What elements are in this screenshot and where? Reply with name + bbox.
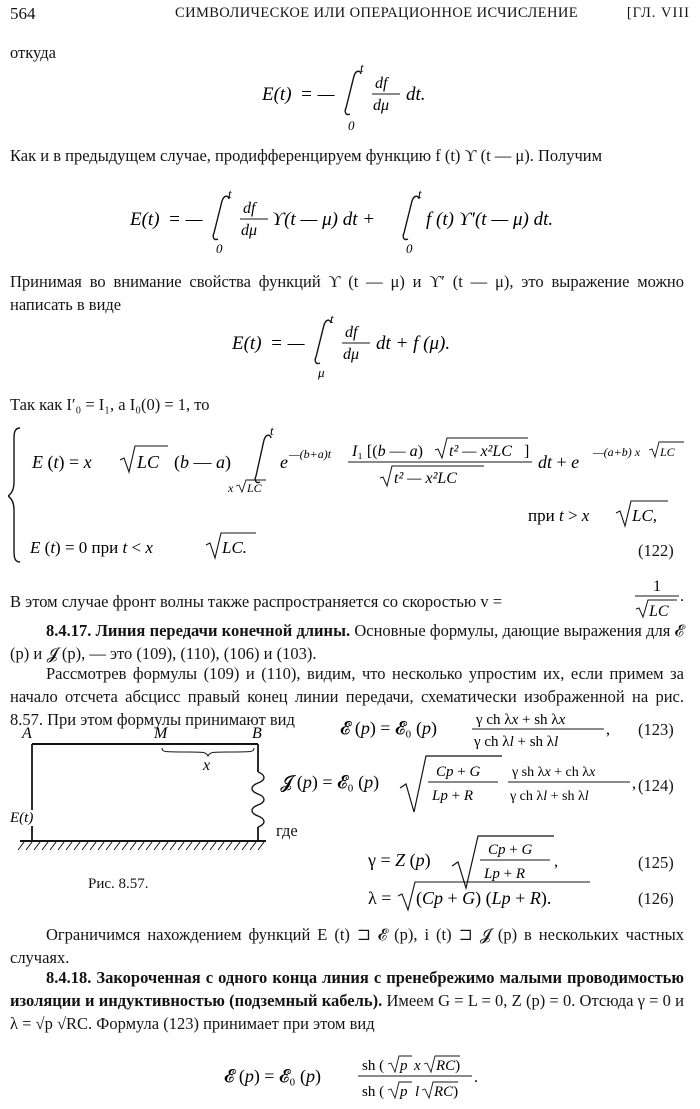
svg-text:= —: = — xyxy=(168,209,203,230)
equation-3-graphic xyxy=(232,313,482,381)
section-8-4-18-title: 8.4.18. Закороченная с одного конца линия с пренебрежимо малыми проводимостью изоляции и индуктивностью (подземный кабель). xyxy=(10,968,684,1010)
section-8-4-18 xyxy=(10,966,684,1035)
figure-8-57 xyxy=(10,722,270,857)
svg-text:sh (: sh ( xyxy=(362,1084,385,1100)
figure-label-source: E(t) xyxy=(10,810,34,826)
running-title: СИМВОЛИЧЕСКОЕ ИЛИ ОПЕРАЦИОННОЕ ИСЧИСЛЕНИЕ xyxy=(175,5,579,21)
svg-text:dμ: dμ xyxy=(343,346,360,363)
svg-text:γ ch λx + sh λx: γ ch λx + sh λx xyxy=(476,712,566,728)
svg-text:x: x xyxy=(414,1058,421,1074)
svg-text:dμ: dμ xyxy=(241,222,258,239)
svg-text:= —: = — xyxy=(300,84,335,105)
svg-text:𝓔 (p) = 𝓔₀ (p): 𝓔 (p) = 𝓔₀ (p) xyxy=(224,1066,322,1086)
equation-1 xyxy=(262,60,462,141)
equation-124 xyxy=(280,752,640,821)
velocity-fraction-graphic xyxy=(633,575,691,623)
svg-text:.: . xyxy=(680,588,684,605)
equation-122-condition-graphic xyxy=(528,499,688,531)
svg-text:LC: LC xyxy=(137,452,160,472)
paragraph-1: Как и в предыдущем случае, продифференцируем функцию f (t) ϒ (t — μ). Получим xyxy=(10,146,603,165)
svg-text:e: e xyxy=(280,452,288,472)
svg-text:t: t xyxy=(270,423,274,438)
svg-text:dt.: dt. xyxy=(406,84,426,105)
equation-number-122: (122) xyxy=(638,541,674,560)
svg-text:RC): RC) xyxy=(434,1084,459,1100)
equation-3 xyxy=(232,313,482,386)
equation-124-graphic xyxy=(280,752,640,816)
svg-text:γ = Z (p): γ = Z (p) xyxy=(368,850,431,870)
paragraph-2: Принимая во внимание свойства функций ϒ (t — μ) и ϒ′ (t — μ), это выражение можно написать в виде xyxy=(10,272,684,314)
svg-text:λ =: λ = xyxy=(368,888,392,908)
equation-number-125: (125) xyxy=(638,853,674,872)
svg-text:l: l xyxy=(415,1084,420,1100)
svg-text:t: t xyxy=(360,60,364,75)
svg-text:df: df xyxy=(375,75,388,92)
section-8-4-18-text: Имеем G = L = 0, Z (p) = 0. Отсюда γ = 0 и λ = √p √RC. Формула (123) принимает при этом вид xyxy=(10,991,684,1033)
svg-text:LC,: LC, xyxy=(632,506,658,525)
svg-text:,: , xyxy=(632,775,636,792)
svg-text:E(t): E(t) xyxy=(232,333,262,354)
equation-126-graphic xyxy=(368,880,608,914)
svg-text:dμ: dμ xyxy=(373,97,390,114)
svg-text:𝓙 (p) = 𝓔₀ (p): 𝓙 (p) = 𝓔₀ (p) xyxy=(280,772,380,792)
equation-123-graphic xyxy=(340,704,620,754)
svg-text:x: x xyxy=(228,481,234,495)
svg-text:LC: LC xyxy=(247,481,262,495)
paragraph-5: Рассмотрев формулы (109) и (110), видим, что несколько упростим их, если примем за начало отсчета абсцисс правый конец линии передачи, схематически изображенной на рис. 8.57. При этом формулы принимают вид xyxy=(10,664,684,729)
svg-text:dt + e: dt + e xyxy=(538,452,580,472)
svg-text:t: t xyxy=(330,313,334,326)
svg-text:γ ch λl + sh λl: γ ch λl + sh λl xyxy=(510,789,589,804)
equation-122-line2-graphic xyxy=(30,531,290,563)
svg-text:—(a+b) x: —(a+b) x xyxy=(593,445,641,459)
equation-number-126: (126) xyxy=(638,889,674,908)
equation-2 xyxy=(130,187,570,262)
svg-text:= —: = — xyxy=(270,333,305,354)
svg-text:E (t) = x: E (t) = x xyxy=(32,452,92,472)
svg-text:—(b+a)t: —(b+a)t xyxy=(289,447,332,461)
paragraph-4: В этом случае фронт волны также распространяется со скоростью v = xyxy=(10,592,503,611)
svg-text:t: t xyxy=(228,187,232,201)
svg-text:t² — x²LC: t² — x²LC xyxy=(449,443,512,460)
equation-122-line2 xyxy=(30,531,290,568)
svg-text:0: 0 xyxy=(348,118,355,133)
equation-number-123: (123) xyxy=(638,720,674,739)
equation-126 xyxy=(368,880,608,919)
page-number: 564 xyxy=(10,4,36,23)
svg-text:E(t): E(t) xyxy=(262,84,292,105)
svg-text:dt + f (μ).: dt + f (μ). xyxy=(376,333,451,354)
svg-text:γ ch λl + sh λl: γ ch λl + sh λl xyxy=(474,734,559,750)
equation-final xyxy=(224,1052,494,1109)
svg-text:μ: μ xyxy=(318,365,325,380)
svg-text:γ sh λx + ch λx: γ sh λx + ch λx xyxy=(512,765,596,780)
svg-text:(Cp + G) (Lp + R).: (Cp + G) (Lp + R). xyxy=(416,888,552,908)
svg-text:1: 1 xyxy=(653,578,661,595)
svg-text:Lp + R: Lp + R xyxy=(432,788,473,804)
svg-text:0: 0 xyxy=(406,241,413,256)
svg-text:LC: LC xyxy=(649,603,669,620)
equation-123 xyxy=(340,704,620,759)
svg-text:E (t) = 0 при t < x: E (t) = 0 при t < x xyxy=(30,538,153,557)
svg-text:,: , xyxy=(606,721,610,738)
figure-label-m: M xyxy=(154,725,168,742)
svg-text:df: df xyxy=(345,324,358,341)
figure-label-b: B xyxy=(252,725,262,742)
equation-final-graphic xyxy=(224,1052,494,1104)
svg-text:Lp + R: Lp + R xyxy=(484,866,525,882)
figure-caption: Рис. 8.57. xyxy=(88,876,149,892)
svg-text:f (t) ϒ′(t — μ) dt.: f (t) ϒ′(t — μ) dt. xyxy=(426,209,554,230)
section-8-4-17-title: 8.4.17. Линия передачи конечной длины. xyxy=(46,621,351,640)
svg-text:I₁ [(b — a): I₁ [(b — a) xyxy=(352,443,423,460)
paragraph-3: Так как I′₀ = I₁, а I₀(0) = 1, то xyxy=(10,395,210,414)
svg-text:LC.: LC. xyxy=(222,538,248,557)
svg-text:p: p xyxy=(400,1084,408,1100)
svg-text:(b — a): (b — a) xyxy=(174,452,231,472)
svg-text:0: 0 xyxy=(216,241,223,256)
svg-text:sh (: sh ( xyxy=(362,1058,385,1074)
svg-text:LC: LC xyxy=(660,445,675,459)
figure-8-57-graphic xyxy=(10,722,270,852)
svg-text:p: p xyxy=(400,1058,408,1074)
running-header xyxy=(10,4,690,26)
svg-text:df: df xyxy=(243,200,256,217)
svg-text:E(t): E(t) xyxy=(130,209,160,230)
text-where: где xyxy=(276,821,298,840)
chapter-label: [ГЛ. VIII xyxy=(626,5,690,21)
figure-label-x: x xyxy=(203,757,211,774)
equation-122-condition xyxy=(528,499,688,536)
svg-text:𝓔 (p) = 𝓔₀ (p): 𝓔 (p) = 𝓔₀ (p) xyxy=(340,718,438,738)
equation-1-graphic xyxy=(262,60,462,136)
figure-label-a: A xyxy=(22,725,32,742)
svg-text:,: , xyxy=(554,853,558,870)
svg-text:при t > x: при t > x xyxy=(528,506,590,525)
paragraph-6: Ограничимся нахождением функций E (t) ⊐ 𝓔 (p), i (t) ⊐ 𝓙 (p) в нескольких частных случаях. xyxy=(10,925,684,967)
svg-text:t² — x²LC: t² — x²LC xyxy=(394,470,457,487)
text-whence: откуда xyxy=(10,43,56,62)
svg-text:RC): RC) xyxy=(436,1058,461,1074)
svg-text:ϒ(t — μ) dt +: ϒ(t — μ) dt + xyxy=(272,209,376,230)
equation-2-graphic xyxy=(130,187,570,257)
svg-text:.: . xyxy=(474,1069,478,1086)
section-8-4-17 xyxy=(10,619,684,665)
svg-text:Cp + G: Cp + G xyxy=(436,764,481,780)
equation-number-124: (124) xyxy=(638,776,674,795)
section-8-4-17-text: Основные формулы, дающие выражения для 𝓔 (p) и 𝓙 (p), — это (109), (110), (106) и (103). xyxy=(10,621,684,663)
svg-text:t: t xyxy=(418,187,422,201)
svg-text:Cp + G: Cp + G xyxy=(488,842,533,858)
svg-text:]: ] xyxy=(524,443,530,460)
